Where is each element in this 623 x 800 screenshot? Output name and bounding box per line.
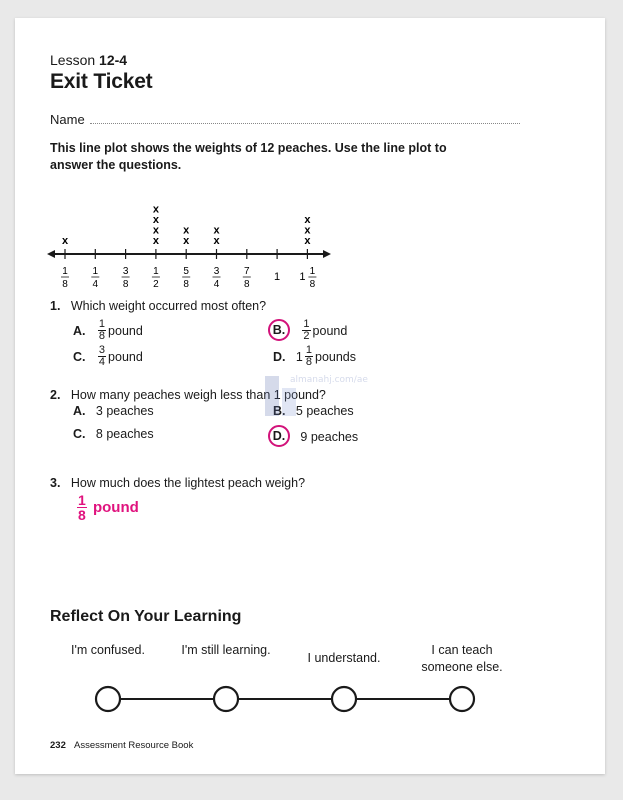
plot-mark: x	[152, 214, 159, 226]
answer-option[interactable]	[73, 345, 143, 368]
svg-text:1: 1	[299, 271, 306, 283]
worksheet-page	[15, 18, 605, 774]
fraction: $\frac{1}{8}$	[98, 318, 106, 342]
svg-text:4: 4	[92, 279, 99, 290]
scale-circle[interactable]	[450, 687, 474, 711]
plot-mark: x	[152, 235, 159, 247]
tick-label	[274, 271, 280, 283]
svg-text:8: 8	[244, 279, 250, 290]
option-text: 8 peaches	[95, 427, 154, 441]
scale-circle[interactable]	[332, 687, 356, 711]
svg-text:1: 1	[92, 266, 99, 277]
svg-text:8: 8	[183, 279, 189, 290]
question-number: 2.	[50, 388, 61, 402]
svg-text:8: 8	[309, 279, 316, 290]
written-answer	[75, 493, 139, 522]
question-number: 3.	[50, 476, 61, 490]
scale-label: I understand.	[307, 651, 381, 665]
svg-text:4: 4	[213, 279, 220, 290]
svg-text:1: 1	[62, 266, 68, 277]
answer-option[interactable]	[273, 345, 356, 368]
option-text: 5 peaches	[295, 404, 354, 418]
option-unit: pounds	[315, 349, 357, 364]
scale-label: I'm still learning.	[181, 643, 271, 657]
plot-mark: x	[304, 235, 311, 247]
option-letter: A.	[73, 323, 86, 338]
instructions: This line plot shows the weights of 12 peaches. Use the line plot to answer the questions.	[50, 141, 447, 172]
question-number: 1.	[50, 299, 61, 313]
tick-label	[152, 266, 160, 290]
tick-label	[243, 266, 251, 290]
scale-label: I can teach someone else.	[421, 643, 503, 674]
option-letter: C.	[73, 349, 86, 364]
option-text: 3 peaches	[95, 404, 154, 418]
answer-option[interactable]	[73, 427, 154, 441]
question-3	[50, 476, 305, 490]
lesson-label: Lesson 12-4	[50, 52, 128, 68]
svg-text:8: 8	[122, 279, 129, 290]
answer-option[interactable]	[73, 319, 143, 342]
scale-circle[interactable]	[96, 687, 120, 711]
option-unit: pound	[108, 349, 143, 364]
fraction: $\frac{1}{2}$	[303, 318, 310, 342]
watermark-logo-icon	[260, 368, 400, 438]
answer-fraction: $\frac{1}{8}$	[78, 492, 86, 523]
answer-unit: pound	[92, 499, 139, 516]
plot-mark: x	[213, 224, 220, 237]
option-letter: A.	[73, 404, 86, 418]
tick-label	[299, 266, 316, 290]
name-field[interactable]	[90, 123, 520, 124]
whole-part: 1	[295, 349, 303, 364]
plot-mark: x	[183, 224, 190, 237]
plot-mark: x	[304, 224, 311, 237]
answer-option[interactable]	[273, 319, 347, 342]
svg-text:3: 3	[213, 266, 220, 277]
option-letter: C.	[73, 427, 86, 441]
arrow-right-icon	[323, 250, 331, 258]
reflect-title: Reflect On Your Learning	[50, 608, 242, 625]
svg-text:2: 2	[153, 279, 159, 290]
svg-text:1: 1	[309, 266, 316, 277]
question-text: Which weight occurred most often?	[70, 299, 267, 313]
name-label: Name	[50, 112, 85, 127]
plot-mark: x	[61, 235, 69, 247]
tick-label	[61, 266, 69, 290]
svg-text:7: 7	[244, 266, 250, 277]
line-plot	[45, 181, 335, 291]
option-letter: D.	[273, 349, 286, 364]
selected-answer-circle: D.	[268, 425, 290, 447]
tick-label	[122, 266, 130, 290]
option-text: 9 peaches	[300, 430, 359, 444]
fraction: $\frac{1}{8}$	[305, 344, 312, 368]
scale-label: I'm confused.	[71, 643, 145, 657]
question-1	[50, 299, 266, 313]
plot-mark: x	[152, 203, 159, 216]
svg-text:1: 1	[153, 266, 159, 277]
svg-text:1: 1	[274, 271, 281, 283]
fraction: $\frac{3}{4}$	[98, 344, 106, 368]
tick-label	[91, 266, 99, 290]
plot-mark: x	[152, 224, 159, 237]
selected-answer-circle: B.	[268, 319, 290, 341]
question-text: How much does the lightest peach weigh?	[70, 476, 306, 490]
footer	[50, 740, 193, 751]
scale-circle[interactable]	[214, 687, 238, 711]
tick-label	[182, 266, 190, 290]
svg-text:8: 8	[62, 279, 68, 290]
option-unit: pound	[108, 323, 143, 338]
arrow-left-icon	[47, 250, 55, 258]
page-number: 232	[50, 740, 66, 751]
svg-text:3: 3	[122, 266, 129, 277]
plot-mark: x	[183, 235, 190, 247]
question-text: How many peaches weigh less than 1 pound?	[70, 388, 326, 402]
svg-text:almanahj.com/ae: almanahj.com/ae	[290, 375, 368, 385]
book-title: Assessment Resource Book	[73, 740, 194, 751]
svg-text:5: 5	[183, 266, 189, 277]
page-title: Exit Ticket	[50, 70, 153, 93]
watermark	[260, 368, 400, 438]
answer-option[interactable]	[73, 404, 154, 418]
option-unit: pound	[312, 323, 348, 338]
tick-label	[213, 266, 221, 290]
option-letter: B.	[273, 404, 286, 418]
plot-mark: x	[304, 214, 311, 226]
plot-mark: x	[213, 235, 220, 247]
